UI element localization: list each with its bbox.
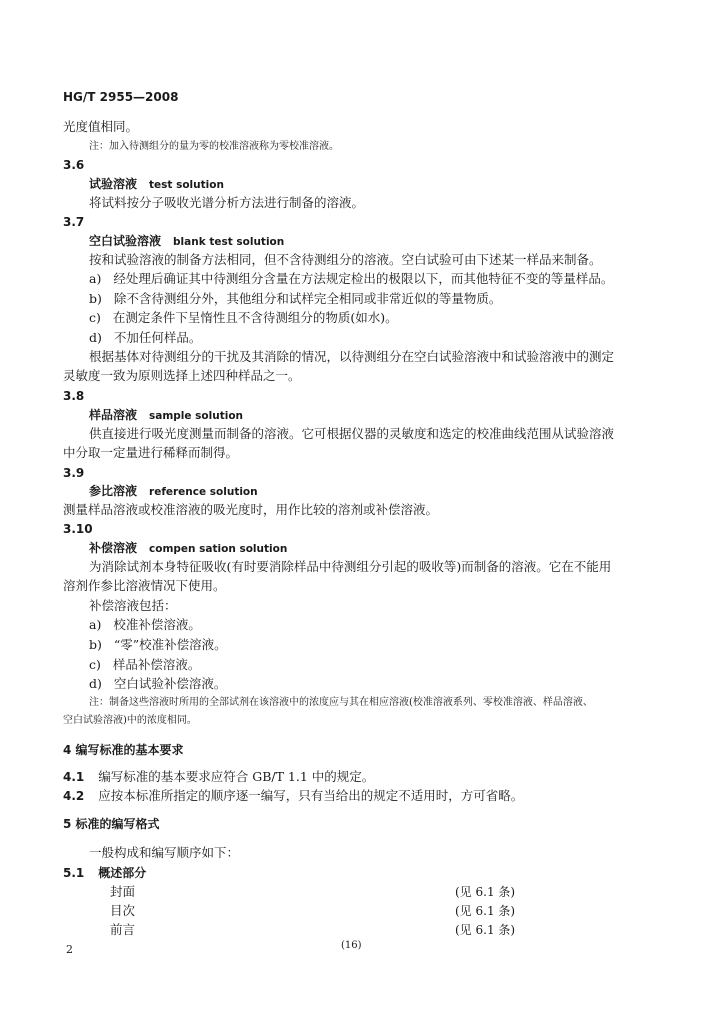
section-3-6-term	[89, 175, 224, 194]
term-zh: 参比溶液	[89, 484, 138, 498]
term-en: blank test solution	[173, 236, 285, 248]
section-5-heading: 5 标准的编写格式	[63, 817, 160, 831]
clause-5-1	[63, 864, 146, 882]
list-text: 除不含待测组分外，其他组分和试样完全相同或非常近似的等量物质。	[113, 291, 502, 306]
toc-row-name: 封面	[110, 884, 136, 899]
list-text: “零”校准补偿溶液。	[113, 637, 227, 652]
section-3-9-definition: 测量样品溶液或校准溶液的吸光度时，用作比较的溶剂或补偿溶液。	[63, 502, 439, 517]
toc-row-name: 前言	[110, 922, 136, 937]
list-item-c	[89, 309, 398, 327]
list-text: 样品补偿溶液。	[112, 657, 201, 672]
section-3-7-paragraph-line2: 灵敏度一致为原则选择上述四种样品之一。	[63, 368, 301, 383]
clause-4-1	[63, 768, 374, 786]
clause-title: 概述部分	[98, 866, 147, 880]
list-text: 校准补偿溶液。	[113, 617, 201, 632]
section-3-7-paragraph-line1: 根据基体对待测组分的干扰及其消除的情况，以待测组分在空白试验溶液中和试验溶液中的测定	[89, 349, 615, 364]
section-3-8-number: 3.8	[63, 389, 85, 403]
toc-row-name: 目次	[110, 903, 136, 918]
term-en: compen sation solution	[149, 543, 288, 555]
standard-code-header: HG/T 2955—2008	[63, 90, 179, 104]
clause-number: 4.1	[63, 770, 85, 784]
list-mark: a)	[89, 271, 102, 286]
section-3-10-term	[89, 539, 287, 558]
term-zh: 空白试验溶液	[89, 234, 162, 248]
term-en: test solution	[149, 179, 224, 191]
section-3-10-note-line1: 注：制备这些溶液时所用的全部试剂在该溶液中的浓度应与其在相应溶液(校准溶液系列、零校准溶液、样品溶液、	[89, 697, 593, 708]
clause-text: 编写标准的基本要求应符合 GB/T 1.1 中的规定。	[98, 769, 375, 784]
page-number: 2	[66, 943, 73, 956]
clause-number: 5.1	[63, 866, 85, 880]
list-mark: b)	[89, 637, 102, 652]
list-item-d	[89, 329, 201, 347]
list-mark: d)	[89, 330, 102, 345]
list-mark: c)	[89, 657, 101, 672]
list-mark: d)	[89, 676, 102, 691]
section-3-8-definition-line1: 供直接进行吸光度测量而制备的溶液。它可根据仪器的灵敏度和选定的校准曲线范围从试验溶液	[89, 426, 615, 441]
list-item-a	[89, 616, 201, 634]
clause-4-2	[63, 787, 523, 805]
section-3-9-term	[89, 482, 258, 501]
toc-row-ref: (见 6.1 条)	[455, 923, 516, 937]
section-3-10-number: 3.10	[63, 522, 93, 536]
section-3-8-term	[89, 406, 243, 425]
term-en: sample solution	[149, 410, 244, 422]
section-3-6-number: 3.6	[63, 158, 85, 172]
list-mark: b)	[89, 291, 102, 306]
section-3-7-term	[89, 232, 284, 251]
list-item-c	[89, 656, 200, 674]
section-3-8-definition-line2: 中分取一定量进行稀释而制得。	[63, 445, 239, 460]
list-item-a	[89, 270, 613, 288]
section-3-9-number: 3.9	[63, 466, 85, 480]
list-text: 空白试验补偿溶液。	[113, 676, 227, 691]
list-text: 不加任何样品。	[113, 330, 202, 345]
list-mark: c)	[89, 310, 101, 325]
list-text: 在测定条件下呈惰性且不含待测组分的物质(如水)。	[112, 310, 398, 325]
clause-text: 应按本标准所指定的顺序逐一编写，只有当给出的规定不适用时，方可省略。	[98, 788, 524, 803]
clause-number: 4.2	[63, 789, 85, 803]
term-zh: 样品溶液	[89, 408, 138, 422]
section-4-heading: 4 编写标准的基本要求	[63, 743, 184, 757]
toc-row-ref: (见 6.1 条)	[455, 904, 516, 918]
list-item-b	[89, 290, 501, 308]
list-mark: a)	[89, 617, 102, 632]
intro-line: 光度值相同。	[63, 119, 139, 134]
term-en: reference solution	[149, 486, 258, 498]
section-3-6-definition: 将试料按分子吸收光谱分析方法进行制备的溶液。	[89, 195, 365, 210]
footer-center-number: (16)	[341, 940, 362, 951]
section-3-10-definition-line1: 为消除试剂本身特征吸收(有时要消除样品中待测组分引起的吸收等)而制备的溶液。它在不能用	[89, 559, 612, 574]
section-3-10-note-line2: 空白试验溶液)中的浓度相同。	[63, 715, 197, 726]
section-3-10-definition-line2: 溶剂作参比溶液情况下使用。	[63, 578, 226, 593]
section-3-10-includes: 补偿溶液包括：	[89, 598, 177, 613]
section-3-7-number: 3.7	[63, 215, 85, 229]
section-3-7-definition: 按和试验溶液的制备方法相同，但不含待测组分的溶液。空白试验可由下述某一样品来制备。	[89, 252, 602, 267]
term-zh: 补偿溶液	[89, 541, 138, 555]
list-text: 经处理后确证其中待测组分含量在方法规定检出的极限以下，而其他特征不变的等量样品。	[113, 271, 614, 286]
term-zh: 试验溶液	[89, 177, 138, 191]
list-item-d	[89, 675, 226, 693]
list-item-b	[89, 636, 227, 654]
section-5-intro: 一般构成和编写顺序如下：	[89, 845, 240, 860]
toc-row-ref: (见 6.1 条)	[455, 885, 516, 899]
intro-note: 注：加入待测组分的量为零的校准溶液称为零校准溶液。	[89, 141, 339, 152]
